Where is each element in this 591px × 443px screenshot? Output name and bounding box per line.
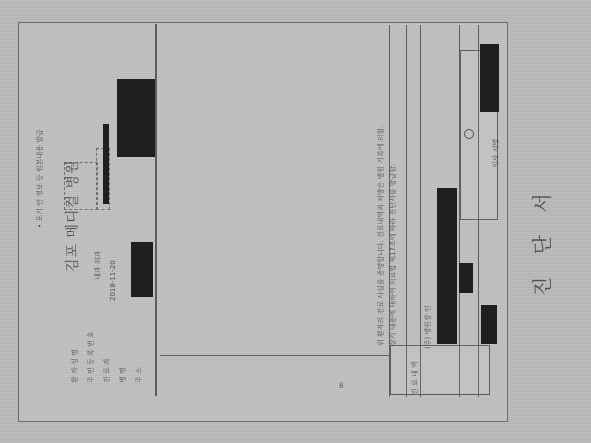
right-table-divider-3 — [420, 25, 421, 397]
check-circle — [464, 129, 474, 139]
redaction-signature-top — [480, 44, 499, 112]
footer-label: (주) 병원장 인 — [424, 305, 432, 349]
small-signature-label: 의사 서명 — [492, 138, 500, 168]
body-text-line-2: 상기 내용에 대하여 의료법 제17조에 따라 진단서를 발급함. — [389, 163, 397, 346]
right-table-divider-2 — [406, 25, 407, 397]
top-horizontal-divider — [155, 24, 157, 396]
left-block-label: 진 료 내 역 — [411, 361, 419, 395]
row-label-5: 주 소 — [135, 367, 143, 383]
clinic-name: 김포 메디컬 병원 — [65, 159, 81, 272]
clinic-subtitle: 내과 외과 — [94, 250, 102, 280]
body-text-line-1: 위 환자의 진료 사실을 증명합니다. 진료내역과 처방은 병원 기록에 의함. — [377, 125, 385, 346]
date-text: 2018-11-20 — [109, 260, 117, 301]
document-title: 진 단 서 — [530, 185, 554, 296]
redaction-vertical-left — [103, 124, 109, 204]
top-note-text: • 포기 안 정보 등 원본내용 발급 — [36, 129, 44, 228]
redaction-name-area — [131, 242, 153, 297]
redaction-body-small — [459, 263, 473, 293]
middle-vertical-divider — [160, 355, 390, 356]
redaction-large-top — [117, 79, 155, 157]
row-label-3: 진 료 과 — [103, 358, 111, 383]
row-label-4: 병 명 — [119, 367, 127, 383]
margin-mark: ∞ — [337, 381, 347, 389]
row-label-1: 환 자 성 명 — [71, 349, 79, 383]
redaction-signature-bottom — [481, 305, 497, 344]
bottom-right-table — [390, 345, 490, 395]
row-label-2: 주 민 등 록 번 호 — [87, 331, 95, 383]
redaction-body-main — [437, 188, 457, 344]
